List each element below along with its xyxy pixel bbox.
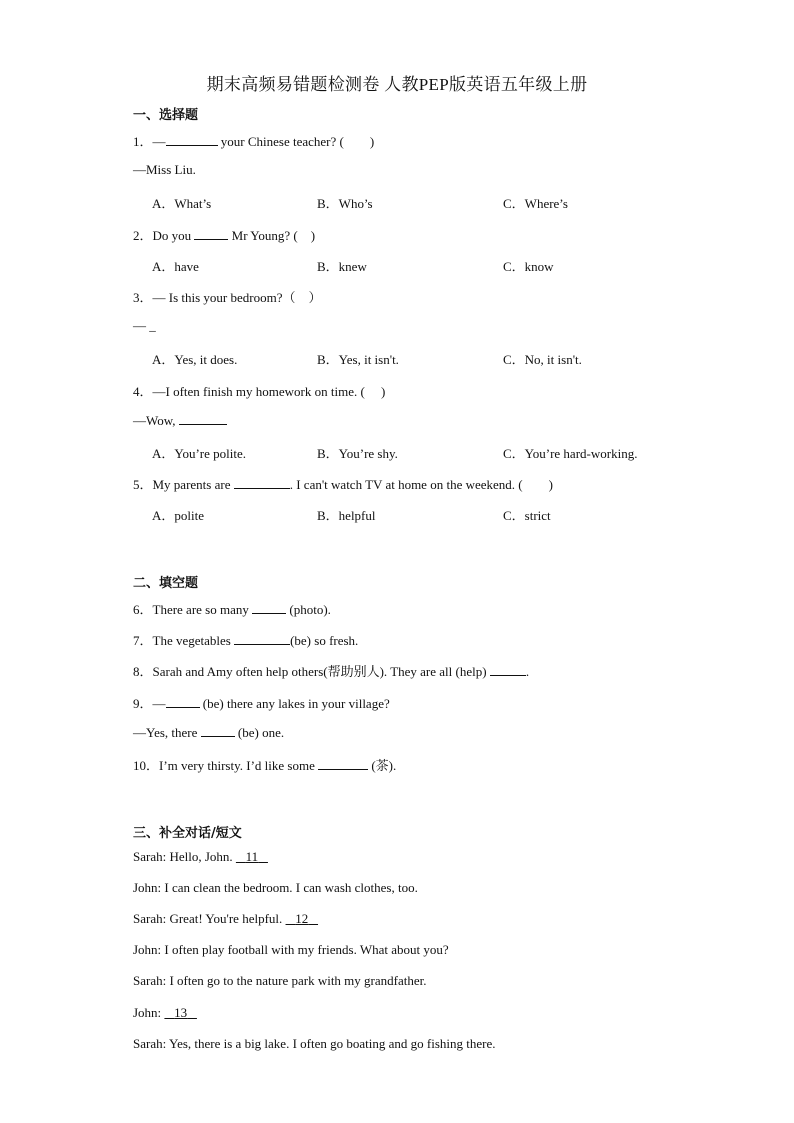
question-9: [133, 693, 390, 712]
blank-11: [236, 849, 268, 864]
q2-stem: Mr Young? ( ): [228, 228, 316, 243]
q9-reply-after: (be) one.: [234, 725, 285, 740]
dialog-line-2: John: I can clean the bedroom. I can wash clothes, too.: [133, 880, 418, 895]
q5-option-c[interactable]: C．strict: [503, 508, 551, 523]
dialog-line-7: Sarah: Yes, there is a big lake. I often go boating and go fishing there.: [133, 1036, 496, 1051]
dialog-line-5: Sarah: I often go to the nature park with my grandfather.: [133, 973, 427, 988]
q10-after: (茶).: [368, 758, 397, 773]
section-heading-fill: 二、填空题: [133, 576, 199, 591]
blank-12: [286, 911, 319, 926]
q6-before: 6．There are so many: [133, 602, 253, 617]
dialog-line-1: [133, 849, 268, 865]
q3-option-c[interactable]: C．No, it isn't.: [503, 352, 582, 367]
question-8: [133, 661, 529, 680]
question-2: [133, 225, 315, 244]
q9-number: 9．—: [133, 696, 166, 711]
q4-option-a[interactable]: A．You’re polite.: [152, 446, 247, 461]
q1-option-b[interactable]: B．Who’s: [317, 196, 373, 211]
dialog-line-4: John: I often play football with my friends. What about you?: [133, 942, 449, 957]
section-heading-dialogue: 三、补全对话/短文: [133, 826, 242, 841]
blank-13: [164, 1005, 197, 1020]
dialog-text: Sarah: Great! You're helpful.: [133, 911, 286, 926]
question-5: [133, 474, 553, 493]
q3-reply: — _: [133, 318, 156, 333]
q8-after: .: [525, 664, 530, 679]
q3-option-b[interactable]: B．Yes, it isn't.: [317, 352, 399, 367]
q4-reply: [133, 412, 227, 429]
q1-reply: —Miss Liu.: [133, 162, 196, 177]
section-heading-choice: 一、选择题: [133, 108, 199, 123]
q4-option-b[interactable]: B．You’re shy.: [317, 446, 398, 461]
q5-option-b[interactable]: B．helpful: [317, 508, 376, 523]
q2-option-a[interactable]: A．have: [152, 259, 199, 274]
answer-blank: [194, 227, 228, 240]
page-title: 期末高频易错题检测卷 人教PEP版英语五年级上册: [206, 75, 588, 94]
answer-blank: [234, 632, 290, 645]
q9-reply-before: —Yes, there: [133, 725, 201, 740]
question-4: 4．—I often finish my homework on time. ( ): [133, 384, 386, 399]
q7-after: (be) so fresh.: [290, 633, 359, 648]
q1-option-c[interactable]: C．Where’s: [503, 196, 568, 211]
q1-option-a[interactable]: A．What’s: [152, 196, 212, 211]
dialog-line-3: [133, 911, 318, 927]
question-3: 3．— Is this your bedroom?（ ）: [133, 290, 322, 305]
q4-option-c[interactable]: C．You’re hard-working.: [503, 446, 638, 461]
q2-option-c[interactable]: C．know: [503, 259, 554, 274]
q2-option-b[interactable]: B．knew: [317, 259, 367, 274]
question-7: [133, 630, 358, 649]
q5-option-a[interactable]: A．polite: [152, 508, 204, 523]
answer-blank: [252, 601, 286, 614]
dialog-text: John:: [133, 1005, 165, 1020]
q10-before: 10．I’m very thirsty. I’d like some: [133, 758, 319, 773]
question-1: [133, 131, 374, 150]
blank-number: 11: [245, 849, 259, 864]
blank-number: 12: [295, 911, 309, 926]
answer-blank: [234, 476, 290, 489]
q9-reply: [133, 724, 284, 741]
answer-blank: [166, 133, 218, 146]
blank-number: 13: [174, 1005, 188, 1020]
answer-blank: [490, 663, 526, 676]
q1-stem: your Chinese teacher? ( ): [217, 134, 375, 149]
q4-reply-text: —Wow,: [133, 413, 179, 428]
dialog-line-6: [133, 1005, 197, 1021]
q7-before: 7．The vegetables: [133, 633, 235, 648]
answer-blank: [201, 724, 235, 737]
question-10: [133, 755, 396, 774]
q1-number: 1．—: [133, 134, 166, 149]
q5-stem: . I can't watch TV at home on the weekend. ( ): [289, 477, 553, 492]
answer-blank: [179, 412, 227, 425]
question-6: [133, 599, 331, 618]
q6-after: (photo).: [286, 602, 331, 617]
q3-option-a[interactable]: A．Yes, it does.: [152, 352, 238, 367]
dialog-text: Sarah: Hello, John.: [133, 849, 236, 864]
answer-blank: [166, 695, 200, 708]
q2-number: 2．Do you: [133, 228, 195, 243]
q5-number: 5．My parents are: [133, 477, 234, 492]
q9-stem: (be) there any lakes in your village?: [199, 696, 390, 711]
answer-blank: [318, 757, 368, 770]
q8-before: 8．Sarah and Amy often help others(帮助别人). They are all (help): [133, 664, 490, 679]
